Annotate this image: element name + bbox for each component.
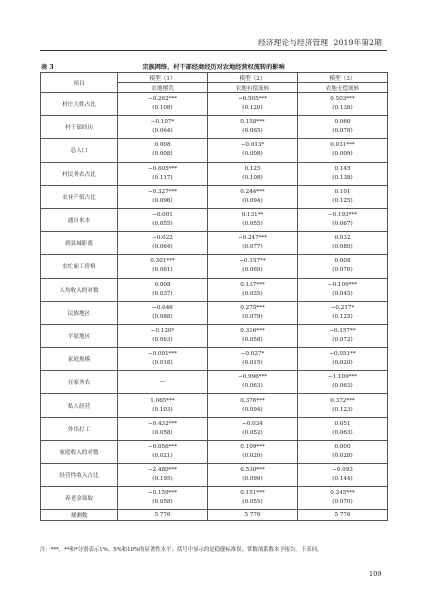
standard-error: (0.009) bbox=[332, 151, 353, 158]
observations-cell: 5 776 bbox=[208, 510, 298, 521]
estimate-cell bbox=[118, 487, 208, 510]
estimate-cell bbox=[298, 301, 388, 324]
standard-error: (0.028) bbox=[332, 452, 353, 459]
coefficient: −0.157** bbox=[329, 327, 356, 334]
standard-error: (0.035) bbox=[242, 290, 263, 297]
table-row bbox=[41, 487, 388, 510]
standard-error: (0.138) bbox=[332, 174, 353, 181]
standard-error: (0.125) bbox=[332, 313, 353, 320]
row-label: 村庄大姓占比 bbox=[41, 93, 118, 116]
standard-error: (0.058) bbox=[242, 336, 263, 343]
model-header: 模型（1） bbox=[118, 73, 208, 83]
coefficient: −0.013* bbox=[240, 142, 265, 149]
standard-error: (0.108) bbox=[152, 105, 173, 112]
estimate-cell bbox=[118, 162, 208, 185]
standard-error: (0.064) bbox=[152, 244, 173, 251]
estimate-cell bbox=[208, 394, 298, 417]
row-label: 村民务农占比 bbox=[41, 162, 118, 185]
running-header bbox=[258, 37, 382, 48]
estimate-cell bbox=[208, 487, 298, 510]
estimate-cell bbox=[208, 348, 298, 371]
standard-error: (0.063) bbox=[242, 383, 263, 390]
model-header: 模型（3） bbox=[298, 73, 388, 83]
coefficient: 0.031*** bbox=[330, 142, 355, 149]
depvar-header: 农地无偿流转 bbox=[298, 83, 388, 93]
standard-error: (0.020) bbox=[242, 452, 263, 459]
coefficient: 0.244*** bbox=[240, 188, 265, 195]
estimate-cell bbox=[298, 417, 388, 440]
estimate-cell bbox=[208, 324, 298, 347]
standard-error: (0.094) bbox=[242, 197, 263, 204]
standard-error: (0.069) bbox=[242, 267, 263, 274]
observations-row bbox=[41, 510, 388, 521]
estimate-cell bbox=[298, 278, 388, 301]
row-label: 养老金领取 bbox=[41, 487, 118, 510]
standard-error: (0.063) bbox=[152, 336, 173, 343]
standard-error: (0.063) bbox=[332, 383, 353, 390]
coefficient: 0.125 bbox=[244, 165, 261, 172]
coefficient: −2.480*** bbox=[147, 467, 178, 474]
coefficient: 0.008 bbox=[154, 142, 171, 149]
standard-error: (0.117) bbox=[152, 174, 173, 181]
standard-error: (0.080) bbox=[332, 244, 353, 251]
estimate-cell bbox=[298, 394, 388, 417]
standard-error: (0.108) bbox=[242, 174, 263, 181]
table-body bbox=[41, 73, 388, 521]
coefficient: −0.034 bbox=[242, 420, 263, 427]
page-number: 109 bbox=[369, 570, 382, 578]
row-label: 总人口 bbox=[41, 139, 118, 162]
table-row bbox=[41, 394, 388, 417]
table-row bbox=[41, 139, 388, 162]
estimate-cell bbox=[298, 185, 388, 208]
header-rule bbox=[40, 50, 387, 51]
coefficient: 0.275*** bbox=[240, 304, 265, 311]
standard-error: (0.021) bbox=[152, 452, 173, 459]
depvar-header: 农地撂荒 bbox=[118, 83, 208, 93]
results-table bbox=[40, 72, 388, 521]
coefficient: 0.158*** bbox=[240, 119, 265, 126]
table-row bbox=[41, 232, 388, 255]
table-row bbox=[41, 301, 388, 324]
observations-cell: 5 776 bbox=[118, 510, 208, 521]
row-label: 平原地区 bbox=[41, 324, 118, 347]
standard-error: (0.099) bbox=[242, 476, 263, 483]
row-label: 村干部经历 bbox=[41, 116, 118, 139]
table-title: 宗族网络、村干部经商经历对农地经营权流转的影响 bbox=[142, 64, 285, 71]
estimate-cell bbox=[298, 139, 388, 162]
standard-error: (0.045) bbox=[332, 290, 353, 297]
estimate-cell bbox=[208, 464, 298, 487]
table-row bbox=[41, 417, 388, 440]
estimate-cell bbox=[298, 440, 388, 463]
estimate-cell bbox=[208, 371, 298, 394]
estimate-cell bbox=[118, 417, 208, 440]
table-label: 表 3 bbox=[41, 64, 54, 71]
estimate-cell bbox=[208, 185, 298, 208]
coefficient: −0.327*** bbox=[147, 188, 178, 195]
journal-name: 经济理论与经济管理 bbox=[258, 38, 329, 47]
estimate-cell bbox=[118, 232, 208, 255]
coefficient: 0.151*** bbox=[240, 490, 265, 497]
estimate-cell bbox=[208, 208, 298, 231]
standard-error: (0.125) bbox=[332, 197, 353, 204]
standard-error: (0.144) bbox=[332, 476, 353, 483]
row-label: 农忙雇工价格 bbox=[41, 255, 118, 278]
table-row bbox=[41, 464, 388, 487]
standard-error: (0.123) bbox=[332, 406, 353, 413]
row-label: 到县城距离 bbox=[41, 232, 118, 255]
estimate-cell bbox=[118, 255, 208, 278]
estimate-cell bbox=[298, 255, 388, 278]
estimate-cell bbox=[208, 301, 298, 324]
coefficient: 1.065*** bbox=[150, 397, 175, 404]
estimate-cell bbox=[298, 371, 388, 394]
estimate-cell bbox=[298, 93, 388, 116]
coefficient: −0.046 bbox=[152, 304, 173, 311]
standard-error: (0.120) bbox=[242, 105, 263, 112]
standard-error: (0.064) bbox=[152, 128, 173, 135]
coefficient: 0.008 bbox=[334, 258, 351, 265]
coefficient: −1.109*** bbox=[327, 374, 358, 381]
estimate-cell bbox=[208, 232, 298, 255]
estimate-cell bbox=[208, 417, 298, 440]
table-row bbox=[41, 93, 388, 116]
coefficient: −0.157** bbox=[239, 258, 266, 265]
coefficient: 0.376*** bbox=[240, 397, 265, 404]
estimate-cell bbox=[208, 440, 298, 463]
coefficient: 0.060 bbox=[334, 119, 351, 126]
row-label: 家庭规模 bbox=[41, 348, 118, 371]
estimate-cell bbox=[298, 464, 388, 487]
estimate-cell bbox=[208, 93, 298, 116]
coefficient: −0.001 bbox=[152, 212, 173, 219]
row-label: 观测数 bbox=[41, 510, 118, 521]
coefficient: 0.008 bbox=[154, 281, 171, 288]
standard-error: (0.076) bbox=[332, 267, 353, 274]
estimate-cell bbox=[208, 278, 298, 301]
estimate-cell bbox=[118, 185, 208, 208]
coefficient: 0.503*** bbox=[330, 96, 355, 103]
row-label: 私人经营 bbox=[41, 394, 118, 417]
standard-error: (0.072) bbox=[332, 336, 353, 343]
coefficient: −0.193*** bbox=[327, 212, 358, 219]
standard-error: (0.077) bbox=[242, 244, 263, 251]
coefficient: −0.022 bbox=[152, 235, 173, 242]
coefficient: −0.051** bbox=[329, 351, 356, 358]
coefficient: 0.245*** bbox=[330, 490, 355, 497]
estimate-cell bbox=[118, 278, 208, 301]
standard-error: (0.088) bbox=[152, 313, 173, 320]
standard-error: (0.052) bbox=[242, 429, 263, 436]
coefficient: 0.131** bbox=[241, 212, 264, 219]
estimate-cell bbox=[118, 394, 208, 417]
estimate-cell bbox=[208, 162, 298, 185]
standard-error: (0.103) bbox=[152, 406, 173, 413]
coefficient: 0.000 bbox=[334, 443, 351, 450]
coefficient: −0.247*** bbox=[237, 235, 268, 242]
coefficient: −0.120* bbox=[150, 327, 175, 334]
estimate-cell bbox=[298, 232, 388, 255]
table-row bbox=[41, 116, 388, 139]
coefficient: 0.137*** bbox=[240, 281, 265, 288]
estimate-cell bbox=[118, 348, 208, 371]
standard-error: (0.070) bbox=[332, 499, 353, 506]
estimate-cell bbox=[298, 348, 388, 371]
coefficient: 0.301*** bbox=[150, 258, 175, 265]
coefficient: −0.432*** bbox=[147, 420, 178, 427]
estimate-cell bbox=[208, 139, 298, 162]
estimate-cell bbox=[118, 139, 208, 162]
table-row bbox=[41, 440, 388, 463]
standard-error: (0.055) bbox=[242, 499, 263, 506]
coefficient: −0.996*** bbox=[237, 374, 268, 381]
standard-error: (0.138) bbox=[332, 105, 353, 112]
estimate-cell bbox=[118, 116, 208, 139]
estimate-cell bbox=[208, 116, 298, 139]
table-row bbox=[41, 208, 388, 231]
table-row bbox=[41, 371, 388, 394]
standard-error: (0.008) bbox=[242, 151, 263, 158]
table-note: 注：***，**和*分别表示1%、5%和10%的显著性水平；括号中显示的是稳健标准误；常数项系数未予报告。下表同。 bbox=[40, 547, 323, 553]
estimate-cell bbox=[298, 487, 388, 510]
coefficient: 0.316*** bbox=[240, 327, 265, 334]
table-row bbox=[41, 324, 388, 347]
coefficient: −0.056*** bbox=[147, 443, 178, 450]
coefficient: −0.217* bbox=[330, 304, 355, 311]
coefficient: −0.262*** bbox=[147, 96, 178, 103]
coefficient: 0.032 bbox=[334, 235, 351, 242]
coefficient: 0.109*** bbox=[240, 443, 265, 450]
estimate-cell bbox=[118, 440, 208, 463]
standard-error: (0.096) bbox=[152, 197, 173, 204]
coefficient: 0.145 bbox=[334, 165, 351, 172]
standard-error: (0.061) bbox=[152, 267, 173, 274]
estimate-cell bbox=[298, 208, 388, 231]
coefficient: −0.605*** bbox=[147, 165, 178, 172]
estimate-cell bbox=[208, 255, 298, 278]
estimate-cell bbox=[118, 301, 208, 324]
table-row bbox=[41, 162, 388, 185]
standard-error: (0.079) bbox=[242, 313, 263, 320]
standard-error: (0.055) bbox=[242, 221, 263, 228]
estimate-cell bbox=[118, 324, 208, 347]
standard-error: (0.065) bbox=[242, 128, 263, 135]
standard-error: (0.015) bbox=[242, 360, 263, 367]
coefficient: 0.051 bbox=[334, 420, 351, 427]
estimate-cell bbox=[118, 464, 208, 487]
coefficient: −0.505*** bbox=[237, 96, 268, 103]
depvar-header: 农地有偿流转 bbox=[208, 83, 298, 93]
row-label: 在家务农 bbox=[41, 371, 118, 394]
standard-error: (0.067) bbox=[332, 221, 353, 228]
row-label: 通自来水 bbox=[41, 208, 118, 231]
coefficient: 0.372*** bbox=[330, 397, 355, 404]
coefficient: 0.530*** bbox=[240, 467, 265, 474]
model-header-row bbox=[41, 73, 388, 83]
row-label: 经营性收入占比 bbox=[41, 464, 118, 487]
item-header: 项目 bbox=[41, 73, 118, 93]
estimate-cell bbox=[118, 93, 208, 116]
table-row bbox=[41, 255, 388, 278]
coefficient: −0.109*** bbox=[327, 281, 358, 288]
coefficient: −0.027* bbox=[240, 351, 265, 358]
coefficient: −0.093 bbox=[332, 467, 353, 474]
standard-error: (0.058) bbox=[152, 429, 173, 436]
standard-error: (0.020) bbox=[332, 360, 353, 367]
standard-error: (0.008) bbox=[152, 151, 173, 158]
row-label: 民族地区 bbox=[41, 301, 118, 324]
table-row bbox=[41, 348, 388, 371]
coefficient: −0.159*** bbox=[147, 490, 178, 497]
observations-cell: 5 776 bbox=[298, 510, 388, 521]
table-row bbox=[41, 185, 388, 208]
table-row bbox=[41, 278, 388, 301]
row-label: 家庭收入的对数 bbox=[41, 440, 118, 463]
estimate-cell bbox=[118, 371, 208, 394]
standard-error: (0.055) bbox=[152, 221, 173, 228]
coefficient: −0.107* bbox=[150, 119, 175, 126]
coefficient: −0.091*** bbox=[147, 351, 178, 358]
model-header: 模型（2） bbox=[208, 73, 298, 83]
standard-error: (0.195) bbox=[152, 476, 173, 483]
estimate-cell bbox=[118, 208, 208, 231]
row-label: 农业产值占比 bbox=[41, 185, 118, 208]
coefficient: — bbox=[159, 378, 166, 385]
row-label: 人均收入的对数 bbox=[41, 278, 118, 301]
standard-error: (0.037) bbox=[152, 290, 173, 297]
coefficient: 0.101 bbox=[334, 188, 351, 195]
journal-issue: 2019年第2期 bbox=[333, 38, 382, 47]
standard-error: (0.078) bbox=[332, 128, 353, 135]
standard-error: (0.058) bbox=[152, 499, 173, 506]
standard-error: (0.063) bbox=[332, 429, 353, 436]
standard-error: (0.094) bbox=[242, 406, 263, 413]
estimate-cell bbox=[298, 116, 388, 139]
standard-error: (0.018) bbox=[152, 360, 173, 367]
estimate-cell bbox=[298, 162, 388, 185]
estimate-cell bbox=[298, 324, 388, 347]
row-label: 外出打工 bbox=[41, 417, 118, 440]
